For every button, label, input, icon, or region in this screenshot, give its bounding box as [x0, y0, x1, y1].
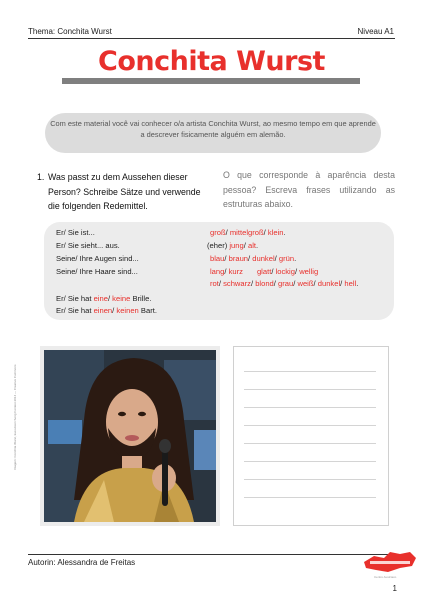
- separator: /: [112, 306, 117, 315]
- phrase-options: [210, 267, 318, 276]
- phrase-text: Brille.: [130, 294, 152, 303]
- option-word: glatt: [256, 267, 272, 276]
- option-word: lockig: [275, 267, 295, 276]
- separator: /: [274, 254, 279, 263]
- option-word: grün: [278, 254, 295, 263]
- separator: .: [256, 241, 259, 250]
- header-divider: [28, 38, 395, 39]
- option-word: hell: [344, 279, 357, 288]
- exercise-line: Was passt zu dem Aussehen dieser: [48, 172, 188, 182]
- separator: /: [294, 267, 300, 276]
- title-underline: [62, 78, 360, 84]
- exercise-number: 1.: [37, 172, 45, 182]
- separator: /: [340, 279, 345, 288]
- page-number: 1: [392, 584, 397, 593]
- option-word: dunkel: [252, 254, 275, 263]
- separator: /: [218, 279, 224, 288]
- writing-line: [244, 425, 376, 426]
- separator: .: [283, 228, 286, 237]
- separator: /: [243, 241, 248, 250]
- option-word: kurz: [228, 267, 243, 276]
- writing-line: [244, 497, 376, 498]
- option-word: klein: [267, 228, 284, 237]
- phrase-options: [207, 241, 258, 250]
- option-word: mittelgroß: [229, 228, 264, 237]
- option-word: eine: [93, 294, 108, 303]
- phrase-options: [210, 254, 296, 263]
- footer-divider: [28, 554, 395, 555]
- writing-line: [244, 461, 376, 462]
- phrase-beard: [56, 306, 157, 315]
- exercise-instruction-de: [37, 170, 215, 214]
- phrase-text: Er/ Sie hat: [56, 306, 94, 315]
- conchita-photo: [44, 350, 216, 522]
- separator: .: [294, 254, 297, 263]
- centro-austriaco-logo: [360, 548, 418, 582]
- phrase-options: [210, 279, 358, 288]
- image-credit: Imagem: Conchita Wurst, Eurovision Song Contest 2014 — Creative Commons: [13, 364, 17, 470]
- writing-line: [244, 389, 376, 390]
- phrase-text: Bart.: [138, 306, 157, 315]
- separator: /: [250, 279, 256, 288]
- option-word: wellig: [299, 267, 319, 276]
- option-word: lang: [210, 267, 225, 276]
- separator: /: [271, 267, 276, 276]
- writing-line: [244, 443, 376, 444]
- separator: /: [313, 279, 318, 288]
- option-word: einen: [93, 306, 113, 315]
- option-word: alt: [247, 241, 256, 250]
- austria-map-icon: [360, 548, 418, 582]
- writing-line: [244, 407, 376, 408]
- svg-text:Centro Austríaco: Centro Austríaco: [374, 575, 397, 579]
- option-word: keinen: [116, 306, 139, 315]
- separator: /: [224, 254, 229, 263]
- option-prefix: (eher): [207, 241, 230, 250]
- page-title: Conchita Wurst: [98, 46, 325, 77]
- phrase-label: Er/ Sie ist...: [56, 228, 95, 237]
- phrase-text: Er/ Sie hat: [56, 294, 94, 303]
- separator: /: [263, 228, 268, 237]
- phrase-options: [210, 228, 286, 237]
- exercise-instruction-pt: O que corresponde à aparência desta pessoa? Escreva frases utilizando as estruturas abaixo.: [223, 170, 395, 209]
- separator: /: [107, 294, 113, 303]
- phrase-label: Seine/ Ihre Augen sind...: [56, 254, 139, 263]
- separator: /: [248, 254, 253, 263]
- option-word: rot: [210, 279, 219, 288]
- option-word: grau: [278, 279, 294, 288]
- option-word: braun: [228, 254, 249, 263]
- option-word: blond: [255, 279, 274, 288]
- exercise-line: die folgenden Redemittel.: [48, 201, 148, 211]
- intro-text: Com este material você vai conhecer o/a artista Conchita Wurst, ao mesmo tempo em que aprende a descrever fisicamente alguém em alemão.: [50, 119, 376, 139]
- separator: /: [225, 228, 230, 237]
- option-word: keine: [112, 294, 131, 303]
- option-word: groß: [210, 228, 226, 237]
- option-word: weiß: [297, 279, 314, 288]
- separator: /: [273, 279, 279, 288]
- separator: /: [293, 279, 298, 288]
- header-theme: Thema: Conchita Wurst: [28, 27, 112, 36]
- header-level: Niveau A1: [357, 27, 394, 36]
- writing-area[interactable]: [233, 346, 389, 526]
- phrase-label: Er/ Sie sieht... aus.: [56, 241, 120, 250]
- option-word: blau: [210, 254, 225, 263]
- option-word: jung: [229, 241, 244, 250]
- separator: .: [356, 279, 359, 288]
- separator: /: [224, 267, 229, 276]
- phrase-glasses: [56, 294, 151, 303]
- writing-line: [244, 479, 376, 480]
- writing-line: [244, 371, 376, 372]
- option-word: dunkel: [317, 279, 341, 288]
- phrase-label: Seine/ Ihre Haare sind...: [56, 267, 138, 276]
- exercise-line: Person? Schreibe Sätze und verwende: [48, 186, 201, 197]
- footer-author: Autorin: Alessandra de Freitas: [28, 558, 136, 567]
- photo-illustration: [44, 350, 216, 522]
- option-word: schwarz: [223, 279, 251, 288]
